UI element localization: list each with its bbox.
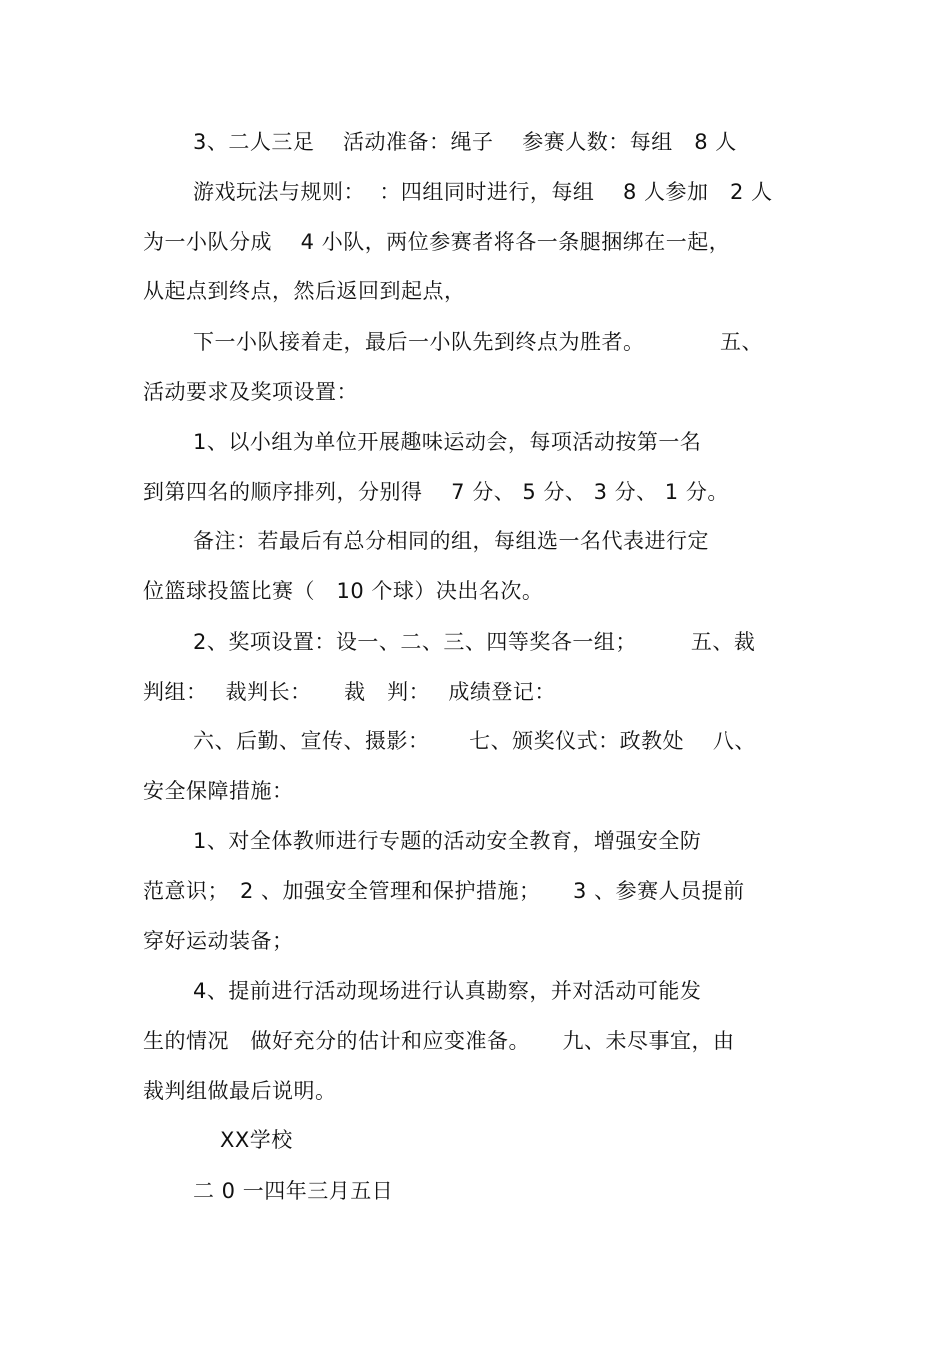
text-line: 4、提前进行活动现场进行认真勘察，并对活动可能发 — [193, 979, 702, 1003]
text-line: 到第四名的顺序排列，分别得 7 分、 5 分、 3 分、 1 分。 — [143, 480, 729, 504]
text-line: 六、后勤、宣传、摄影： 七、颁奖仪式：政教处 八、 — [193, 729, 756, 753]
text-line: 游戏玩法与规则： ：四组同时进行，每组 8 人参加 2 人 — [193, 180, 773, 204]
text-line: 1、以小组为单位开展趣味运动会，每项活动按第一名 — [193, 430, 702, 454]
text-line: 从起点到终点，然后返回到起点， — [143, 279, 466, 303]
text-line: 位篮球投篮比赛（ 10 个球）决出名次。 — [143, 579, 544, 603]
text-line: 活动要求及奖项设置： — [143, 380, 358, 404]
text-line: 生的情况 做好充分的估计和应变准备。 九、未尽事宜，由 — [143, 1029, 735, 1053]
text-line: 范意识； 2 、加强安全管理和保护措施； 3 、参赛人员提前 — [143, 879, 745, 903]
text-line: 备注：若最后有总分相同的组，每组选一名代表进行定 — [193, 529, 709, 553]
text-line: 判组： 裁判长： 裁 判： 成绩登记： — [143, 680, 556, 704]
school-name: XX学校 — [220, 1128, 293, 1152]
text-line: 为一小队分成 4 小队，两位参赛者将各一条腿捆绑在一起， — [143, 230, 731, 254]
text-line: 穿好运动装备； — [143, 929, 294, 953]
document-date: 二 0 一四年三月五日 — [193, 1179, 394, 1203]
text-line: 安全保障措施： — [143, 779, 294, 803]
text-line: 裁判组做最后说明。 — [143, 1079, 337, 1103]
text-line: 3、二人三足 活动准备：绳子 参赛人数：每组 8 人 — [193, 130, 737, 154]
text-line: 下一小队接着走，最后一小队先到终点为胜者。 五、 — [193, 330, 763, 354]
text-line: 2、奖项设置：设一、二、三、四等奖各一组； 五、裁 — [193, 630, 756, 654]
text-line: 1、对全体教师进行专题的活动安全教育，增强安全防 — [193, 829, 702, 853]
